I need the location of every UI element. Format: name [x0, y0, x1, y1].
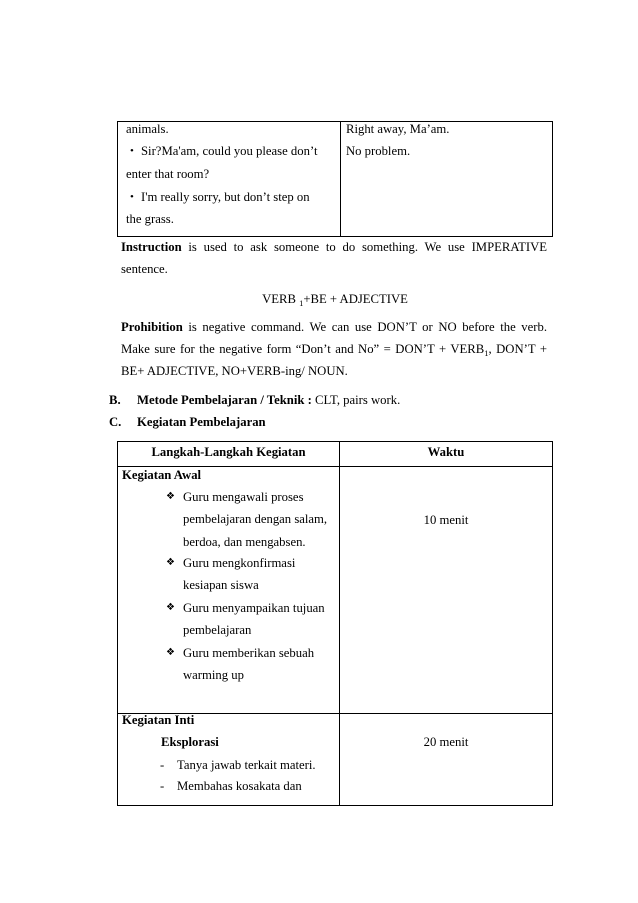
- activity-item-line: warming up: [183, 668, 244, 682]
- prohibition-paragraph-line: BE+ ADJECTIVE, NO+VERB-ing/ NOUN.: [121, 364, 348, 378]
- prohibition-term: Prohibition: [121, 320, 183, 334]
- column-divider: [340, 122, 341, 236]
- diamond-bullet-icon: ❖: [166, 491, 175, 502]
- instruction-paragraph-line: [121, 238, 547, 256]
- time-cell: 20 menit: [423, 735, 469, 749]
- section-c-heading: Kegiatan Pembelajaran: [137, 415, 266, 429]
- prohibition-paragraph-line: [121, 318, 547, 336]
- dialogue-table: [117, 121, 553, 237]
- formula-subscript: 1: [299, 298, 304, 308]
- instruction-text: is used to ask someone to do something. We use IMPERATIVE: [181, 240, 547, 254]
- diamond-bullet-icon: ❖: [166, 602, 175, 613]
- activity-item-line: Guru memberikan sebuah: [183, 646, 315, 660]
- prohibition-text: is negative command. We can use DON’T or NO before the verb.: [182, 320, 547, 334]
- bullet-icon: •: [130, 145, 134, 157]
- diamond-bullet-icon: ❖: [166, 557, 175, 568]
- time-cell: 10 menit: [423, 513, 469, 527]
- prohibition-paragraph-line: [121, 340, 547, 359]
- activity-item-line: pembelajaran dengan salam,: [183, 512, 328, 526]
- activity-item-line: pembelajaran: [183, 623, 252, 637]
- dialogue-line: enter that room?: [126, 167, 210, 181]
- response-line: No problem.: [346, 144, 411, 158]
- prohibition-text: Make sure for the negative form “Don’t and No” = DON’T + VERB: [121, 342, 485, 356]
- diamond-bullet-icon: ❖: [166, 647, 175, 658]
- dash-bullet-icon: -: [160, 758, 165, 772]
- prohibition-text: , DON’T +: [488, 342, 547, 356]
- instruction-term: Instruction: [121, 240, 182, 254]
- row-title-kegiatan-awal: Kegiatan Awal: [122, 468, 202, 482]
- dialogue-line: the grass.: [126, 212, 174, 226]
- dialogue-line: I'm really sorry, but don’t step on: [141, 190, 310, 204]
- activity-item-line: Membahas kosakata dan: [177, 779, 302, 793]
- dash-bullet-icon: -: [160, 779, 165, 793]
- section-b-text: CLT, pairs work.: [311, 393, 401, 407]
- row-title-kegiatan-inti: Kegiatan Inti: [122, 713, 195, 727]
- section-b-marker: B.: [109, 393, 121, 407]
- activity-item-line: berdoa, dan mengabsen.: [183, 535, 306, 549]
- response-line: Right away, Ma’am.: [346, 122, 450, 136]
- activity-item-line: Guru menyampaikan tujuan: [183, 601, 325, 615]
- instruction-paragraph-line: sentence.: [121, 262, 168, 276]
- bullet-icon: •: [130, 191, 134, 203]
- table-header-langkah: Langkah-Langkah Kegiatan: [151, 445, 306, 459]
- activity-item-line: kesiapan siswa: [183, 578, 259, 592]
- formula-part: VERB: [262, 292, 300, 306]
- activity-item-line: Tanya jawab terkait materi.: [177, 758, 316, 772]
- section-b-title: Metode Pembelajaran / Teknik :: [137, 393, 312, 407]
- imperative-formula: [117, 290, 553, 309]
- section-c-marker: C.: [109, 415, 122, 429]
- activity-item-line: Guru mengawali proses: [183, 490, 304, 504]
- subtitle-eksplorasi: Eksplorasi: [161, 735, 219, 749]
- dialogue-line: Sir?Ma'am, could you please don’t: [141, 144, 318, 158]
- section-b-heading: [137, 391, 400, 409]
- table-header-waktu: Waktu: [427, 445, 465, 459]
- activity-item-line: Guru mengkonfirmasi: [183, 556, 296, 570]
- prohibition-subscript: 1: [484, 348, 489, 358]
- activity-table: [117, 441, 553, 806]
- formula-part: +BE + ADJECTIVE: [303, 292, 408, 306]
- dialogue-line: animals.: [126, 122, 169, 136]
